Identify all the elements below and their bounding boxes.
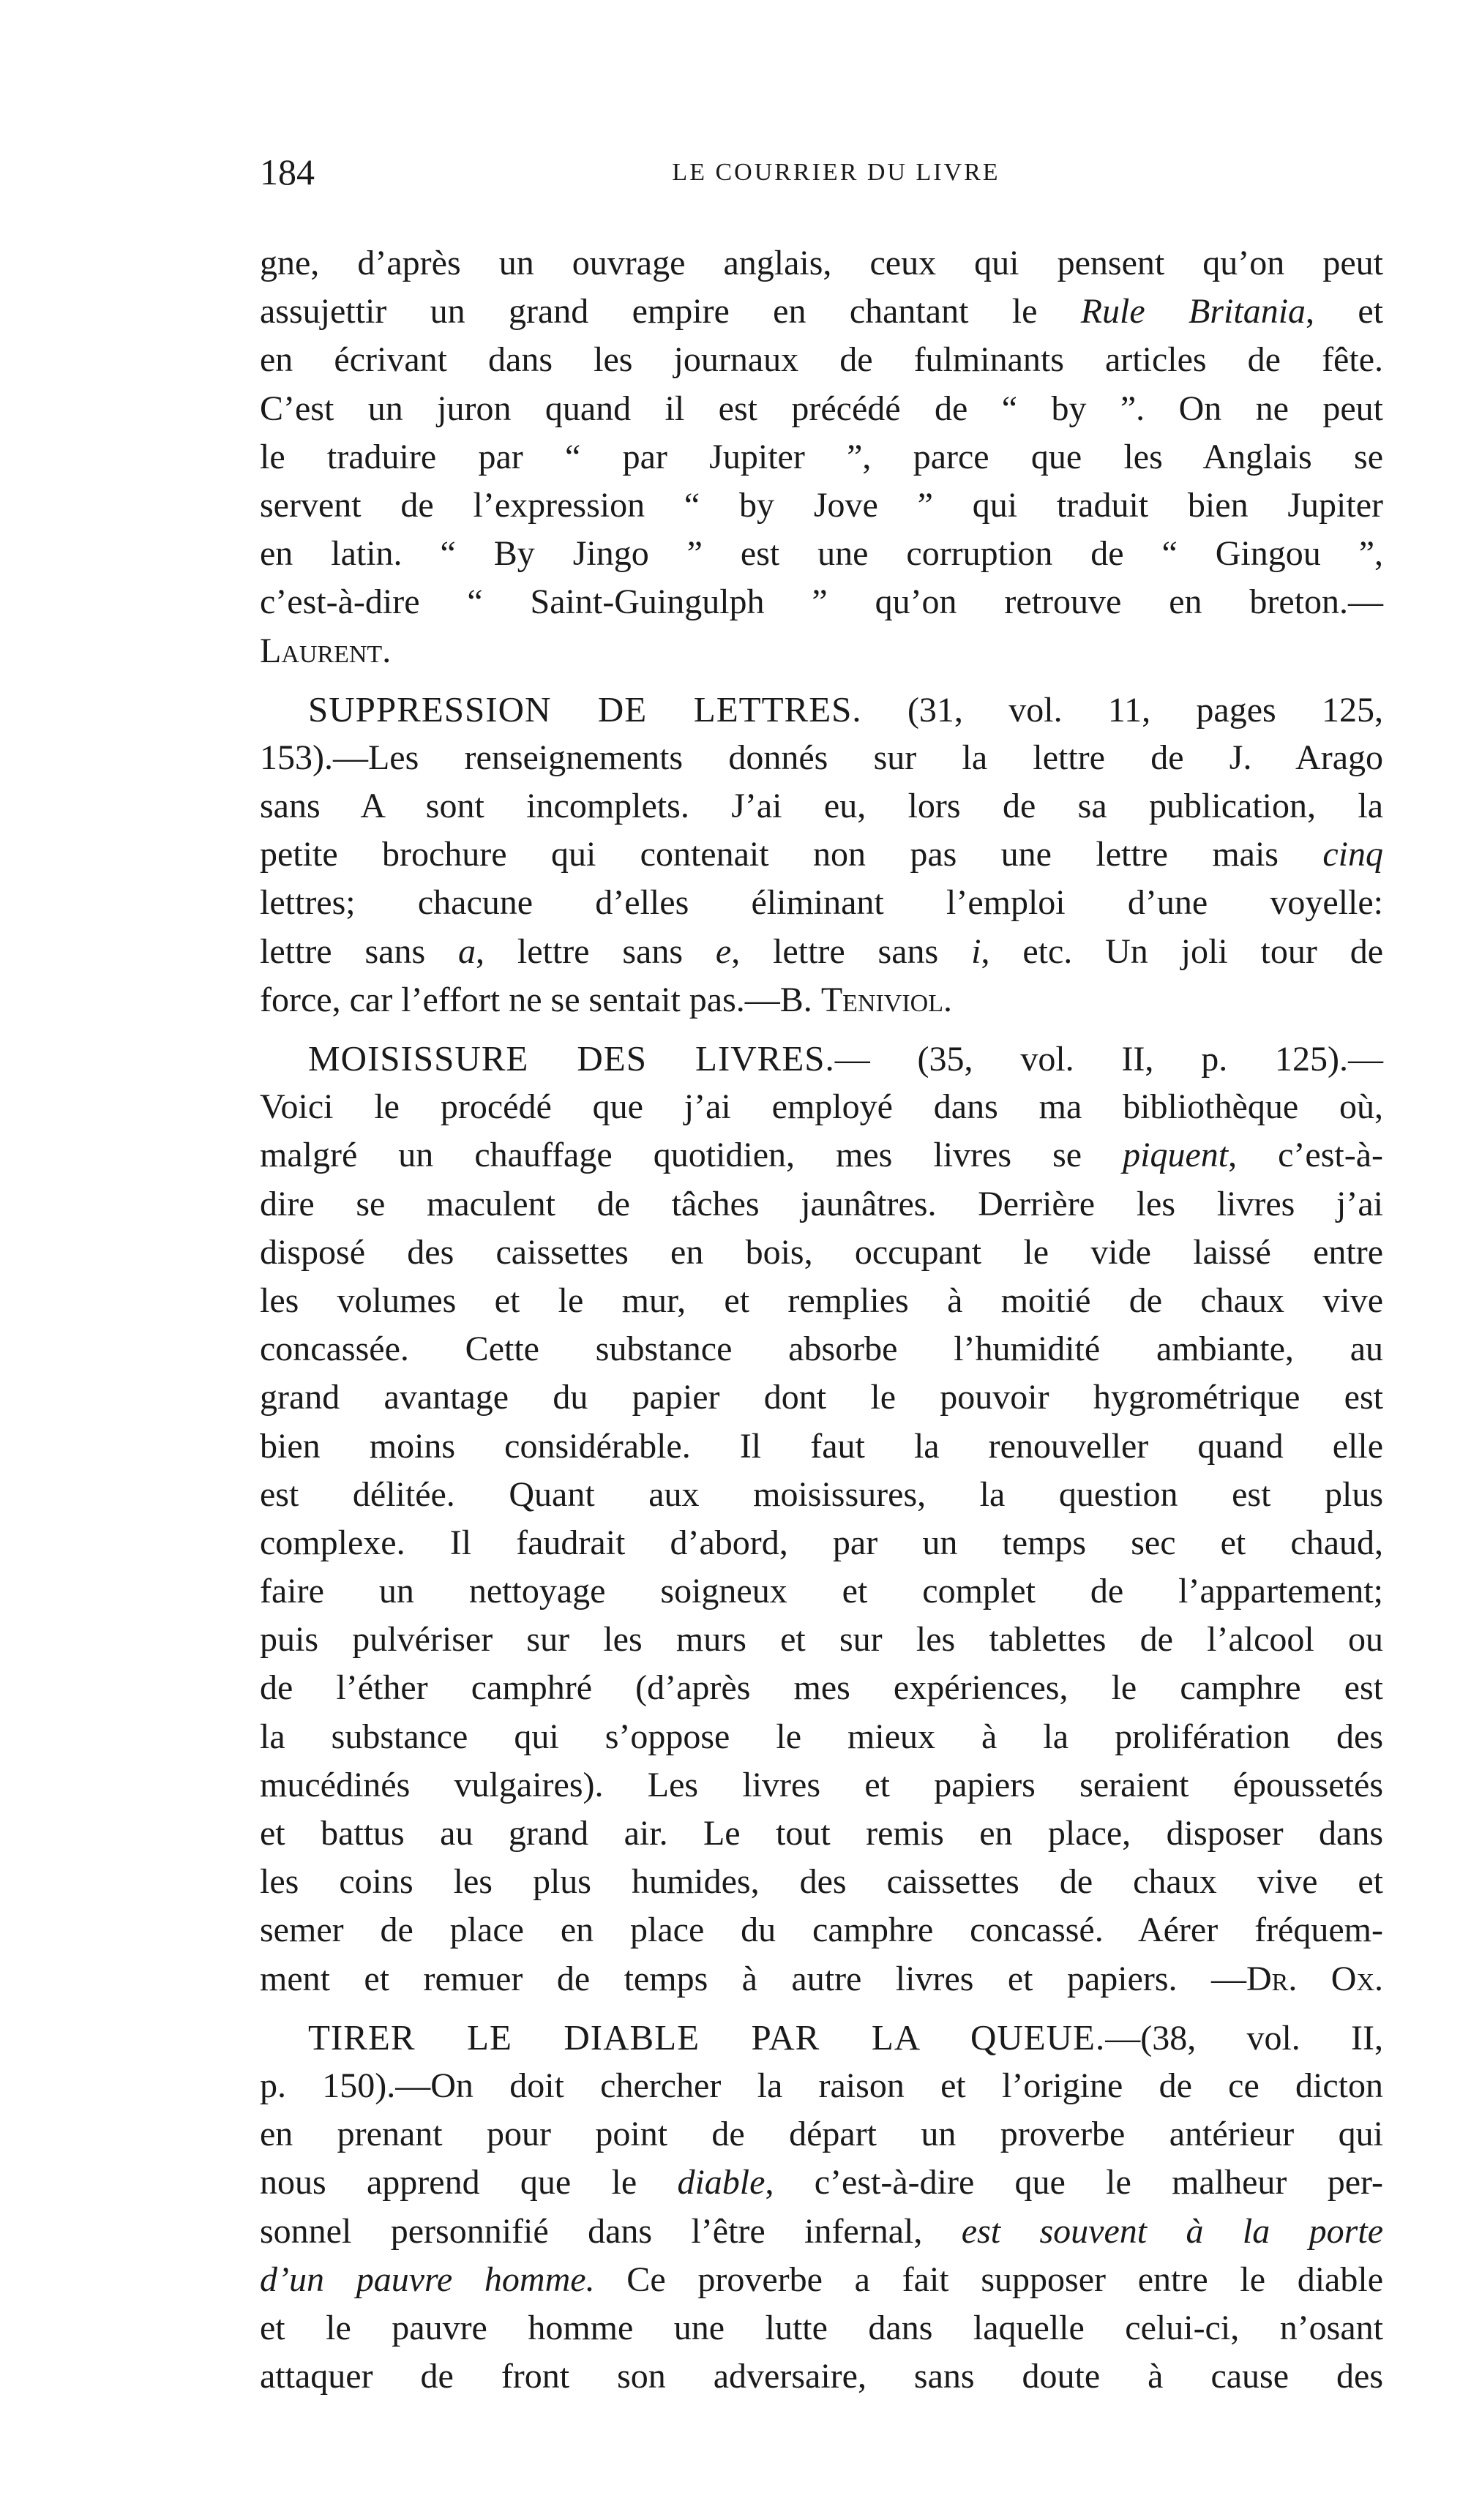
- text-line: dire se maculent de tâches jaunâtres. Derrière les livres j’ai: [260, 1184, 1383, 1223]
- text-line: sans A sont incomplets. J’ai eu, lors de sa publication, la: [260, 787, 1383, 826]
- entry-reference: (31, vol. 11, pages 125,: [907, 690, 1383, 730]
- text-line: complexe. Il faudrait d’abord, par un temps sec et chaud,: [260, 1523, 1383, 1562]
- entry-heading: TIRER LE DIABLE PAR LA QUEUE.: [308, 2017, 1106, 2058]
- author-signature: Teniviol.: [820, 980, 952, 1019]
- text-line: semer de place en place du camphre concassé. Aérer fréquem-: [260, 1910, 1383, 1950]
- entry-tirer-le-diable: [260, 2014, 1383, 2401]
- text-line: grand avantage du papier dont le pouvoir hygrométrique est: [260, 1378, 1383, 1417]
- text-line: concassée. Cette substance absorbe l’humidité ambiante, au: [260, 1330, 1383, 1369]
- entry-heading-line: [260, 2014, 1383, 2062]
- entry-moisissure-des-livres: [260, 1035, 1383, 2003]
- entry-heading: SUPPRESSION DE LETTRES.: [308, 689, 862, 730]
- entry-heading-line: [260, 686, 1383, 734]
- text-line: en latin. “ By Jingo ” est une corruption de “ Gingou ”,: [260, 534, 1383, 574]
- text-line: disposé des caissettes en bois, occupant le vide laissé entre: [260, 1232, 1383, 1272]
- text-line: les volumes et le mur, et remplies à moitié de chaux vive: [260, 1280, 1383, 1320]
- page-number: 184: [260, 151, 315, 192]
- text-line: nous apprend que le diable, c’est-à-dire que le malheur per-: [260, 2163, 1384, 2202]
- text-line: c’est-à-dire “ Saint-Guingulph ” qu’on retrouve en breton.—: [260, 582, 1383, 622]
- text-line: d’un pauvre homme. Ce proverbe a fait supposer entre le diable: [260, 2260, 1384, 2299]
- text-line: de l’éther camphré (d’après mes expériences, le camphre est: [260, 1668, 1383, 1708]
- text-line: est délitée. Quant aux moisissures, la question est plus: [260, 1474, 1383, 1514]
- text-line: lettres; chacune d’elles éliminant l’emploi d’une voyelle:: [260, 883, 1383, 923]
- text-line: et battus au grand air. Le tout remis en place, disposer dans: [260, 1814, 1383, 1853]
- text-line: 153).—Les renseignements donnés sur la lettre de J. Arago: [260, 738, 1383, 777]
- text-line: C’est un juron quand il est précédé de “ by ”. On ne peut: [260, 389, 1383, 428]
- book-page: [260, 150, 1383, 2401]
- entry-reference: — (35, vol. II, p. 125).—: [834, 1040, 1383, 1079]
- text-line: puis pulvériser sur les murs et sur les tablettes de l’alcool ou: [260, 1620, 1383, 1660]
- running-head: [260, 150, 1383, 194]
- text-line: lettre sans a, lettre sans e, lettre sans i, etc. Un joli tour de: [260, 931, 1384, 971]
- entry-reference: —(38, vol. II,: [1105, 2018, 1383, 2058]
- text-line: en écrivant dans les journaux de fulminants articles de fête.: [260, 340, 1383, 380]
- text-line: sonnel personnifié dans l’être infernal, est souvent à la porte: [260, 2211, 1383, 2251]
- entry-suppression-de-lettres: [260, 686, 1383, 1024]
- text-line: ment et remuer de temps à autre livres et papiers. —Dr. Ox.: [260, 1959, 1383, 1998]
- text-line: assujettir un grand empire en chantant le Rule Britania, et: [260, 292, 1384, 331]
- running-title: LE COURRIER DU LIVRE: [672, 159, 1000, 186]
- entry-heading-line: [260, 1035, 1383, 1083]
- text-line: gne, d’après un ouvrage anglais, ceux qui pensent qu’on peut: [260, 244, 1383, 282]
- text-line: faire un nettoyage soigneux et complet de l’appartement;: [260, 1572, 1383, 1611]
- author-signature: Laurent.: [260, 631, 392, 670]
- text-line: petite brochure qui contenait non pas une lettre mais cinq: [260, 835, 1384, 874]
- text-line: Voici le procédé que j’ai employé dans ma bibliothèque où,: [260, 1087, 1383, 1127]
- text-line: en prenant pour point de départ un proverbe antérieur qui: [260, 2115, 1383, 2154]
- text-line: les coins les plus humides, des caissettes de chaux vive et: [260, 1862, 1383, 1902]
- author-signature: Dr. Ox.: [1246, 1959, 1383, 1998]
- entry-continued: [260, 239, 1383, 675]
- text-line: la substance qui s’oppose le mieux à la prolifération des: [260, 1717, 1383, 1756]
- text-line: et le pauvre homme une lutte dans laquelle celui-ci, n’osant: [260, 2308, 1383, 2347]
- text-line: mucédinés vulgaires). Les livres et papiers seraient époussetés: [260, 1765, 1383, 1804]
- text-line: p. 150).—On doit chercher la raison et l’origine de ce dicton: [260, 2066, 1383, 2105]
- italic-title: Rule Britania: [1080, 292, 1306, 331]
- text-line: le traduire par “ par Jupiter ”, parce que les Anglais se: [260, 437, 1383, 476]
- entry-heading: MOISISSURE DES LIVRES.: [308, 1038, 835, 1079]
- text-line: bien moins considérable. Il faut la renouveller quand elle: [260, 1426, 1383, 1466]
- text-line: attaquer de front son adversaire, sans doute à cause des: [260, 2357, 1383, 2396]
- text-line: force, car l’effort ne se sentait pas.—B. Teniviol.: [260, 980, 952, 1019]
- text-line: servent de l’expression “ by Jove ” qui traduit bien Jupiter: [260, 485, 1383, 525]
- text-line: malgré un chauffage quotidien, mes livres se piquent, c’est-à-: [260, 1136, 1384, 1175]
